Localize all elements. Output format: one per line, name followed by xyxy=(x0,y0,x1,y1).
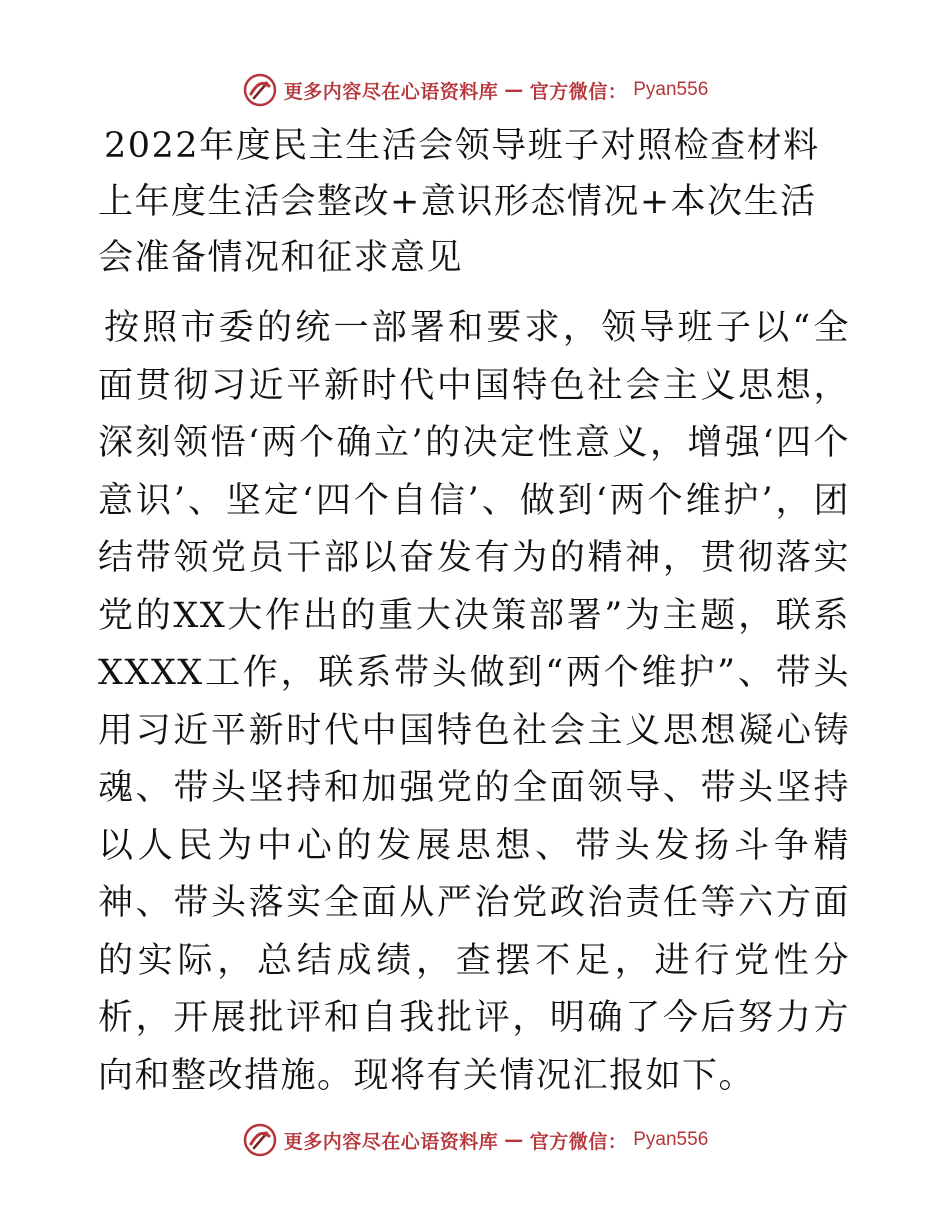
document-title: 2022年度民主生活会领导班子对照检查材料 上年度生活会整改+意识形态情况+本次生活会准备情况和征求意见 xyxy=(98,126,820,278)
watermark-handle: Pyan556 xyxy=(633,79,709,100)
header-watermark xyxy=(0,70,950,110)
watermark-separator: — xyxy=(504,79,524,101)
watermark-label: 官方微信： xyxy=(529,1130,628,1153)
watermark-separator: — xyxy=(504,1129,524,1151)
brand-logo-icon xyxy=(242,1122,278,1158)
brand-logo-icon xyxy=(242,72,278,108)
watermark-text: 更多内容尽在心语资料库 xyxy=(283,80,499,103)
watermark-text: 更多内容尽在心语资料库 xyxy=(283,1130,499,1153)
watermark-label: 官方微信： xyxy=(529,80,628,103)
watermark-handle: Pyan556 xyxy=(633,1129,709,1150)
document-body xyxy=(98,118,850,1105)
document-paragraph: 按照市委的统一部署和要求，领导班子以“全面贯彻习近平新时代中国特色社会主义思想，深刻领悟‘两个确立’的决定性意义，增强‘四个意识’、坚定‘四个自信’、做到‘两个维护’，团结带领党员干部以奋发有为的精神，贯彻落实党的XX大作出的重大决策部署”为主题，联系XXXX工作，联系带头做到“两个维护”、带头用习近平新时代中国特色社会主义思想凝心铸魂、带头坚持和加强党的全面领导、带头坚持以人民为中心的发展思想、带头发扬斗争精神、带头落实全面从严治党政治责任等六方面的实际，总结成绩，查摆不足，进行党性分析，开展批评和自我批评，明确了今后努力方向和整改措施。现将有关情况汇报如下。 xyxy=(98,308,850,1096)
footer-watermark xyxy=(0,1120,950,1160)
